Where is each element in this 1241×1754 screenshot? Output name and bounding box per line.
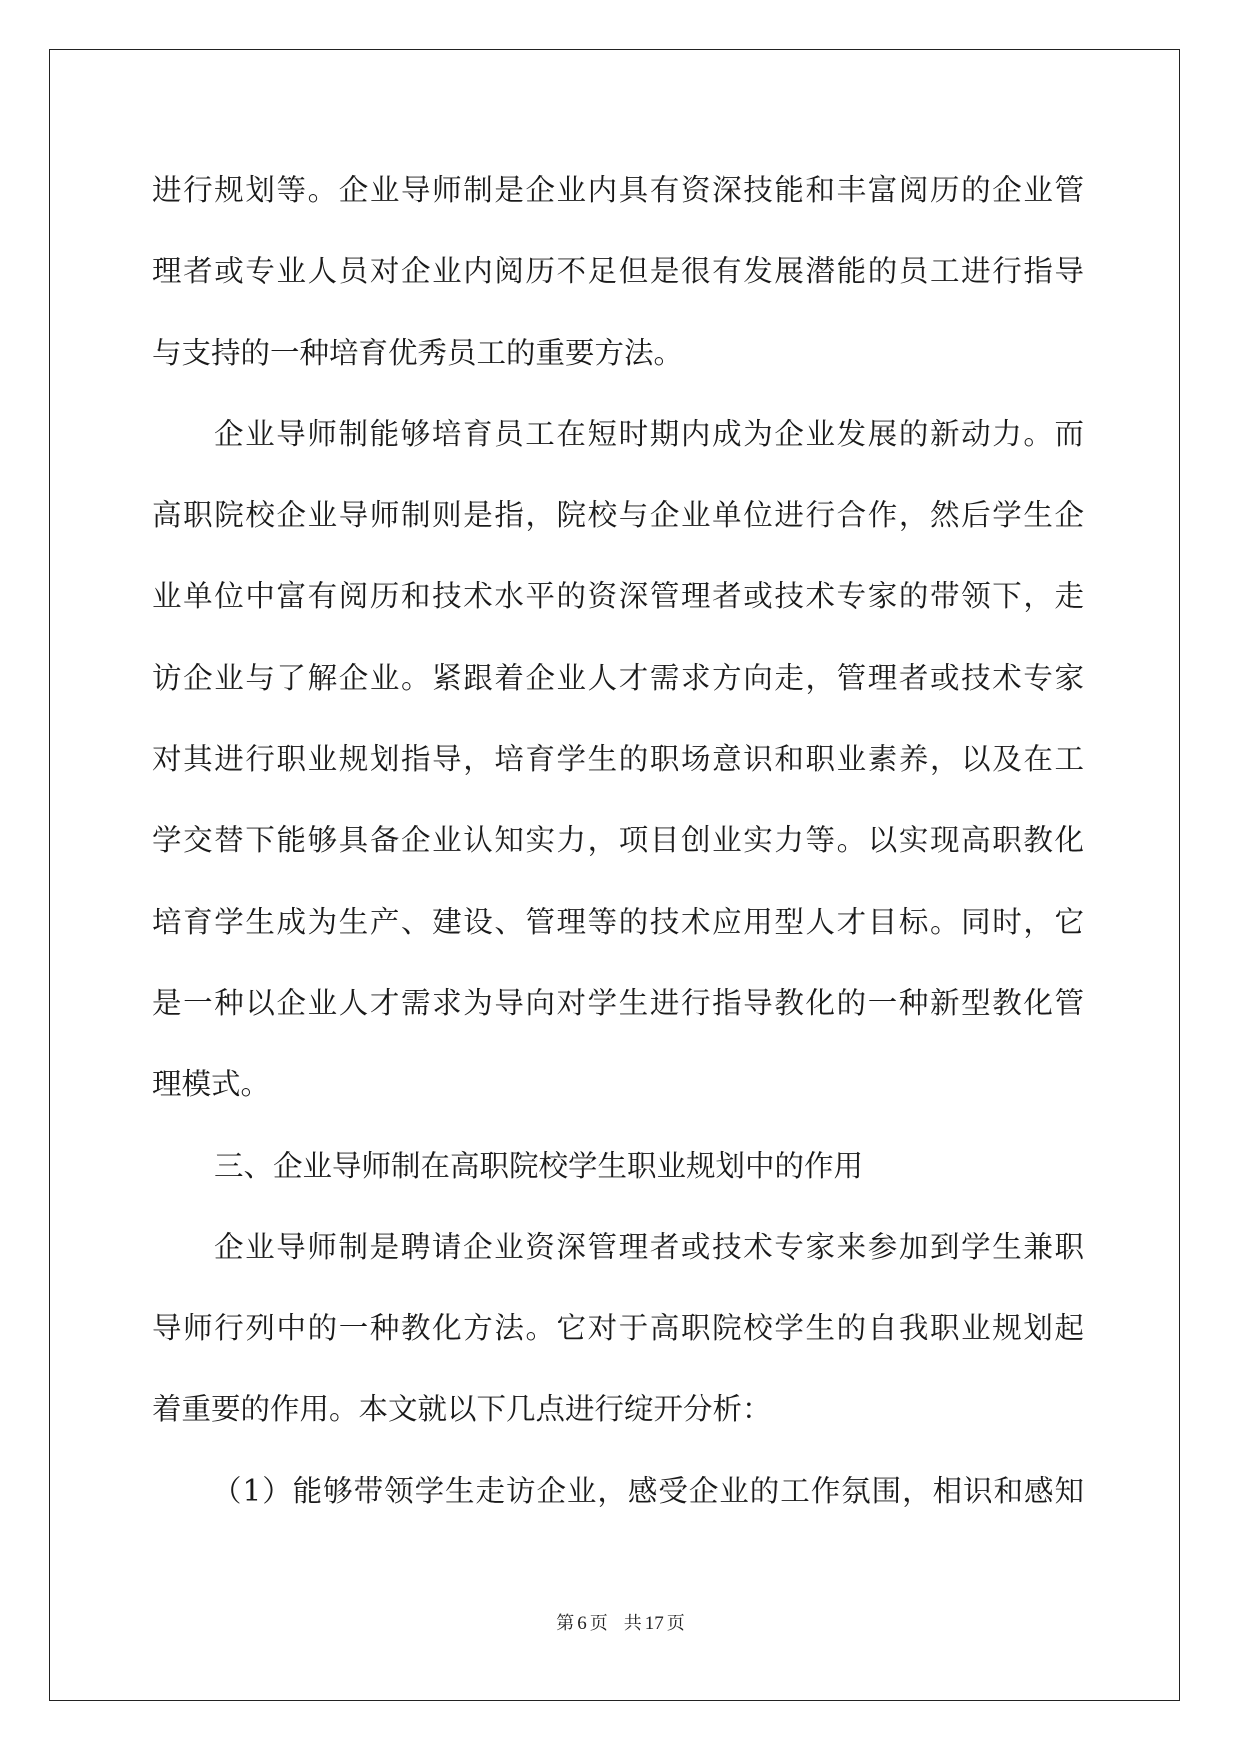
text-line: 理者或专业人员对企业内阅历不足但是很有发展潜能的员工进行指导: [152, 254, 1084, 289]
footer-prefix: 第: [556, 1613, 575, 1634]
text-line: 对其进行职业规划指导，培育学生的职场意识和职业素养，以及在工: [152, 742, 1084, 777]
footer-total-suffix: 页: [666, 1613, 685, 1634]
text-line: 是一种以企业人才需求为导向对学生进行指导教化的一种新型教化管: [152, 985, 1084, 1020]
text-line: （1）能够带领学生走访企业，感受企业的工作氛围，相识和感知: [212, 1473, 1084, 1508]
text-line: 高职院校企业导师制则是指，院校与企业单位进行合作，然后学生企: [152, 498, 1084, 533]
text-line: 访企业与了解企业。紧跟着企业人才需求方向走，管理者或技术专家: [152, 660, 1084, 695]
text-line: 着重要的作用。本文就以下几点进行绽开分析：: [152, 1392, 772, 1427]
text-line: 业单位中富有阅历和技术水平的资深管理者或技术专家的带领下，走: [152, 579, 1084, 614]
text-line: 企业导师制能够培育员工在短时期内成为企业发展的新动力。而: [214, 416, 1084, 451]
footer-page-suffix: 页: [589, 1613, 608, 1634]
text-line: 与支持的一种培育优秀员工的重要方法。: [152, 335, 684, 370]
section-heading: 三、企业导师制在高职院校学生职业规划中的作用: [214, 1148, 864, 1183]
text-line: 进行规划等。企业导师制是企业内具有资深技能和丰富阅历的企业管: [152, 173, 1084, 207]
text-line: 企业导师制是聘请企业资深管理者或技术专家来参加到学生兼职: [214, 1229, 1084, 1264]
footer-page-number: 6: [577, 1613, 587, 1634]
text-line: 学交替下能够具备企业认知实力，项目创业实力等。以实现高职教化: [152, 823, 1084, 858]
footer-total-pages: 17: [644, 1613, 664, 1634]
text-line: 理模式。: [152, 1067, 271, 1102]
document-body: [152, 160, 1084, 1542]
footer-total-prefix: 共: [623, 1613, 642, 1634]
page-footer: [0, 1612, 1241, 1636]
text-line: 培育学生成为生产、建设、管理等的技术应用型人才目标。同时，它: [152, 904, 1084, 939]
text-line: 导师行列中的一种教化方法。它对于高职院校学生的自我职业规划起: [152, 1311, 1084, 1346]
